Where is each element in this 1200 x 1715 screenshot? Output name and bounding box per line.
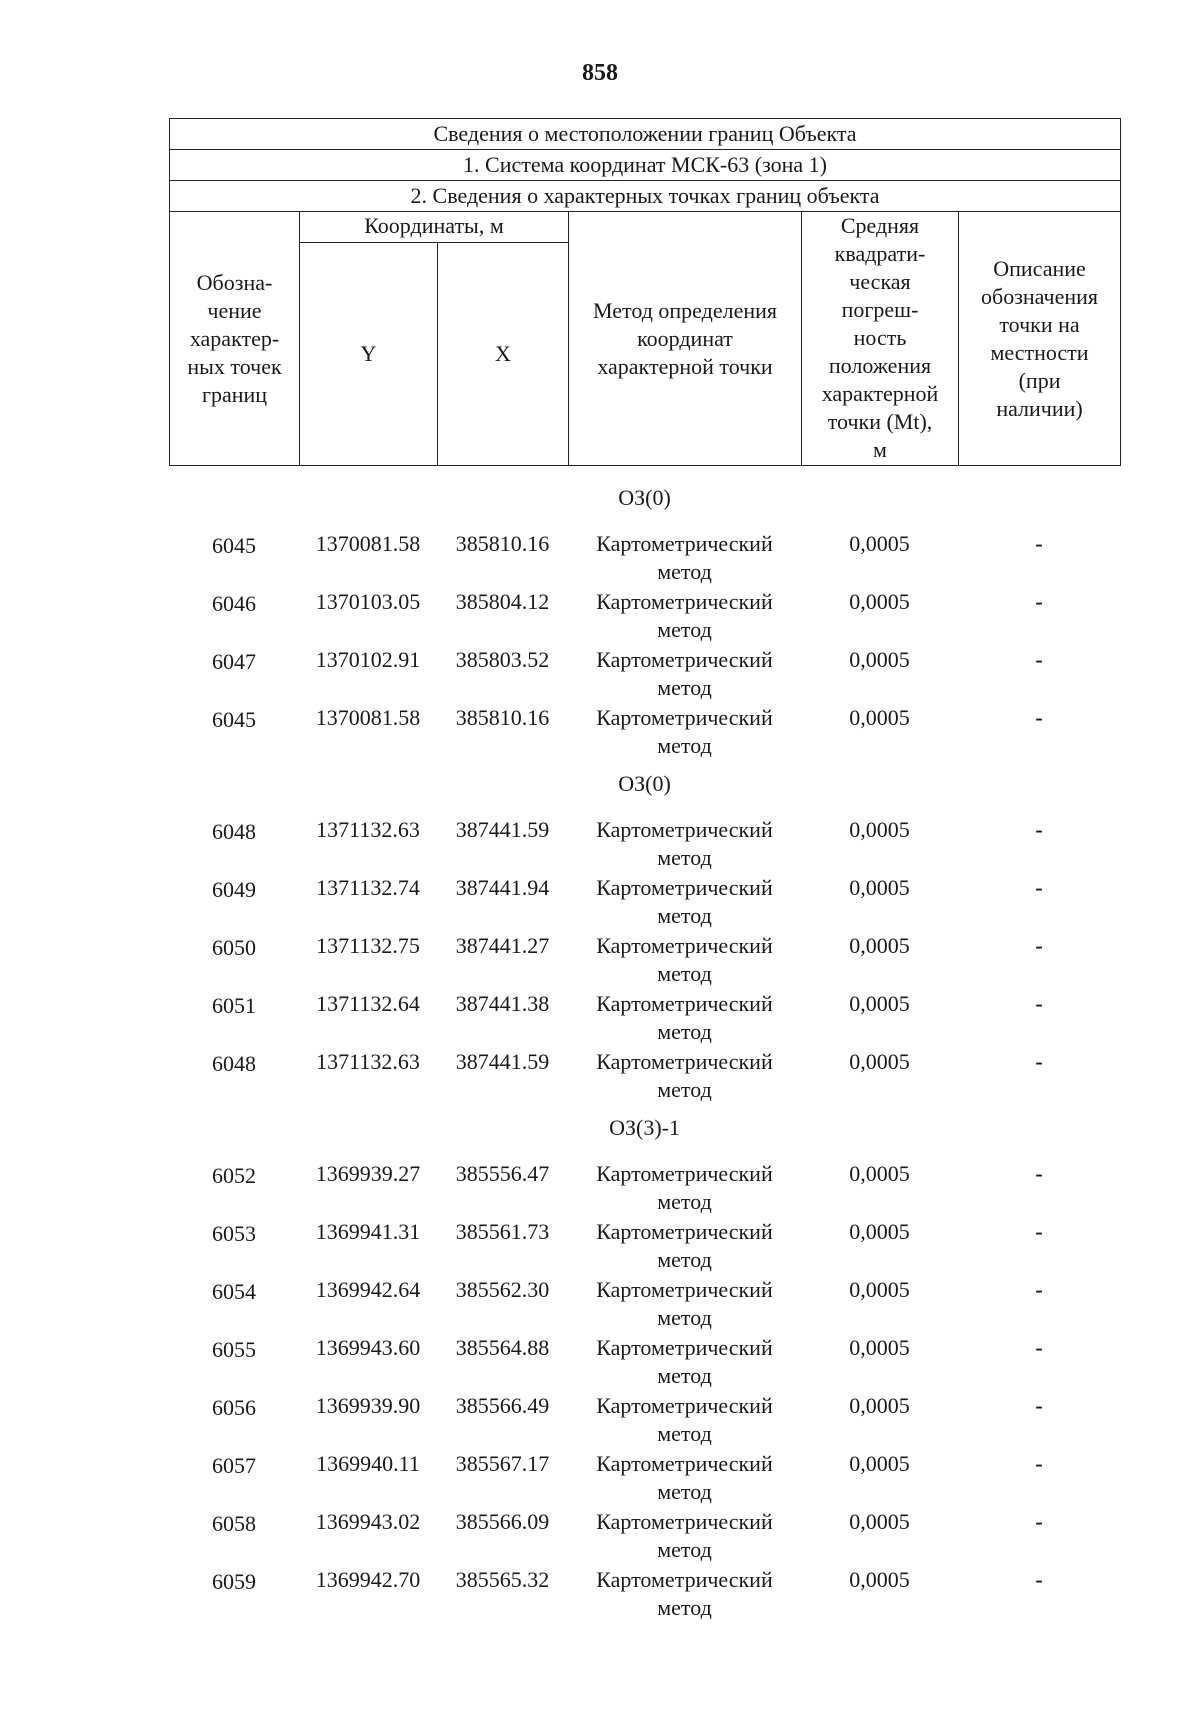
point-error: 0,0005 [849,1219,910,1244]
point-error: 0,0005 [849,875,910,900]
point-y-coordinate: 1370102.91 [315,647,421,672]
column-header-error: Средняя квадрати- ческая погреш- ность положения характерной точки (Mt), м [802,212,959,466]
point-x-coordinate: 387441.59 [455,817,550,842]
point-y-coordinate: 1369941.31 [315,1219,421,1244]
table-row [169,1508,1120,1566]
point-y-coordinate: 1369943.02 [315,1509,421,1534]
point-method: Картометрический метод [596,589,773,642]
point-designation: 6053 [212,1221,256,1246]
point-error: 0,0005 [849,1509,910,1534]
point-description: - [1035,1335,1043,1360]
table-row [169,932,1120,990]
column-header-designation: Обозна- чение характер- ных точек границ [170,212,300,466]
point-x-coordinate: 385561.73 [455,1219,550,1244]
point-description: - [1035,1049,1043,1074]
point-x-coordinate: 387441.27 [455,933,550,958]
point-description: - [1035,1509,1043,1534]
point-x-coordinate: 385803.52 [455,647,550,672]
point-description: - [1035,647,1043,672]
table-row [169,1276,1120,1334]
point-description: - [1035,991,1043,1016]
point-x-coordinate: 385564.88 [455,1335,550,1360]
point-designation: 6054 [212,1279,256,1304]
column-header-method: Метод определения координат характерной точки [569,212,802,466]
point-x-coordinate: 385566.49 [455,1393,550,1418]
point-designation: 6048 [212,819,256,844]
group-label: ОЗ(0) [618,485,671,510]
coordinate-system-title: 1. Система координат МСК-63 (зона 1) [170,150,1121,181]
point-y-coordinate: 1369943.60 [315,1335,421,1360]
point-error: 0,0005 [849,531,910,556]
point-error: 0,0005 [849,1049,910,1074]
table-row [169,1218,1120,1276]
point-designation: 6058 [212,1511,256,1536]
point-method: Картометрический метод [596,647,773,700]
point-x-coordinate: 387441.59 [455,1049,550,1074]
point-y-coordinate: 1371132.63 [316,1049,420,1074]
point-description: - [1035,817,1043,842]
point-error: 0,0005 [849,1567,910,1592]
group-row [169,762,1120,816]
point-description: - [1035,705,1043,730]
point-method: Картометрический метод [596,1335,773,1388]
point-method: Картометрический метод [596,1451,773,1504]
point-designation: 6046 [212,591,256,616]
point-designation: 6049 [212,877,256,902]
section-title: 2. Сведения о характерных точках границ объекта [170,181,1121,212]
point-y-coordinate: 1369942.70 [315,1567,421,1592]
points-table [169,476,1120,1624]
point-error: 0,0005 [849,647,910,672]
point-error: 0,0005 [849,991,910,1016]
table-row [169,1334,1120,1392]
point-error: 0,0005 [849,1451,910,1476]
point-description: - [1035,1277,1043,1302]
table-row [169,816,1120,874]
point-x-coordinate: 385565.32 [455,1567,550,1592]
point-x-coordinate: 385804.12 [455,589,550,614]
table-row [169,1160,1120,1218]
point-method: Картометрический метод [596,1219,773,1272]
point-method: Картометрический метод [596,1567,773,1620]
point-x-coordinate: 385566.09 [455,1509,550,1534]
table-row [169,1048,1120,1106]
point-error: 0,0005 [849,705,910,730]
point-designation: 6052 [212,1163,256,1188]
point-y-coordinate: 1369939.90 [315,1393,421,1418]
point-y-coordinate: 1370081.58 [315,705,421,730]
table-row [169,874,1120,932]
points-table-body [169,476,1120,1624]
column-header-x: X [438,243,569,466]
point-designation: 6050 [212,935,256,960]
table-row [169,588,1120,646]
point-y-coordinate: 1371132.64 [316,991,420,1016]
column-header-coordinates: Координаты, м [300,212,569,243]
page-number: 858 [582,60,618,86]
point-x-coordinate: 385567.17 [455,1451,550,1476]
point-error: 0,0005 [849,1161,910,1186]
point-description: - [1035,1451,1043,1476]
point-description: - [1035,875,1043,900]
column-header-y: Y [300,243,438,466]
point-error: 0,0005 [849,933,910,958]
point-x-coordinate: 387441.38 [455,991,550,1016]
point-y-coordinate: 1369942.64 [315,1277,421,1302]
point-description: - [1035,1393,1043,1418]
point-description: - [1035,1219,1043,1244]
point-y-coordinate: 1369939.27 [315,1161,421,1186]
point-method: Картометрический метод [596,1393,773,1446]
point-designation: 6045 [212,707,256,732]
point-error: 0,0005 [849,817,910,842]
table-row [169,990,1120,1048]
point-x-coordinate: 385810.16 [455,531,550,556]
point-x-coordinate: 385562.30 [455,1277,550,1302]
point-designation: 6051 [212,993,256,1018]
point-description: - [1035,933,1043,958]
point-y-coordinate: 1371132.63 [316,817,420,842]
point-designation: 6059 [212,1569,256,1594]
point-error: 0,0005 [849,589,910,614]
point-method: Картометрический метод [596,933,773,986]
point-y-coordinate: 1370081.58 [315,531,421,556]
point-method: Картометрический метод [596,991,773,1044]
point-method: Картометрический метод [596,817,773,870]
point-method: Картометрический метод [596,1277,773,1330]
group-row [169,476,1120,530]
point-error: 0,0005 [849,1335,910,1360]
point-designation: 6045 [212,533,256,558]
point-designation: 6048 [212,1051,256,1076]
point-description: - [1035,1161,1043,1186]
table-title: Сведения о местоположении границ Объекта [170,119,1121,150]
header-table [169,118,1121,466]
point-designation: 6057 [212,1453,256,1478]
point-designation: 6056 [212,1395,256,1420]
point-description: - [1035,531,1043,556]
point-designation: 6055 [212,1337,256,1362]
point-description: - [1035,1567,1043,1592]
point-designation: 6047 [212,649,256,674]
point-x-coordinate: 387441.94 [455,875,550,900]
point-y-coordinate: 1371132.74 [316,875,420,900]
group-row [169,1106,1120,1160]
point-y-coordinate: 1370103.05 [315,589,421,614]
table-row [169,704,1120,762]
point-method: Картометрический метод [596,1049,773,1102]
table-row [169,1392,1120,1450]
table-row [169,530,1120,588]
group-label: ОЗ(0) [618,771,671,796]
point-description: - [1035,589,1043,614]
table-row [169,646,1120,704]
point-y-coordinate: 1369940.11 [316,1451,420,1476]
point-error: 0,0005 [849,1393,910,1418]
point-method: Картометрический метод [596,531,773,584]
point-method: Картометрический метод [596,1161,773,1214]
point-method: Картометрический метод [596,705,773,758]
point-error: 0,0005 [849,1277,910,1302]
point-x-coordinate: 385556.47 [455,1161,550,1186]
point-method: Картометрический метод [596,875,773,928]
table-row [169,1566,1120,1624]
point-y-coordinate: 1371132.75 [316,933,420,958]
point-method: Картометрический метод [596,1509,773,1562]
group-label: ОЗ(3)-1 [609,1115,680,1140]
point-x-coordinate: 385810.16 [455,705,550,730]
table-row [169,1450,1120,1508]
column-header-description: Описание обозначения точки на местности (при наличии) [959,212,1121,466]
